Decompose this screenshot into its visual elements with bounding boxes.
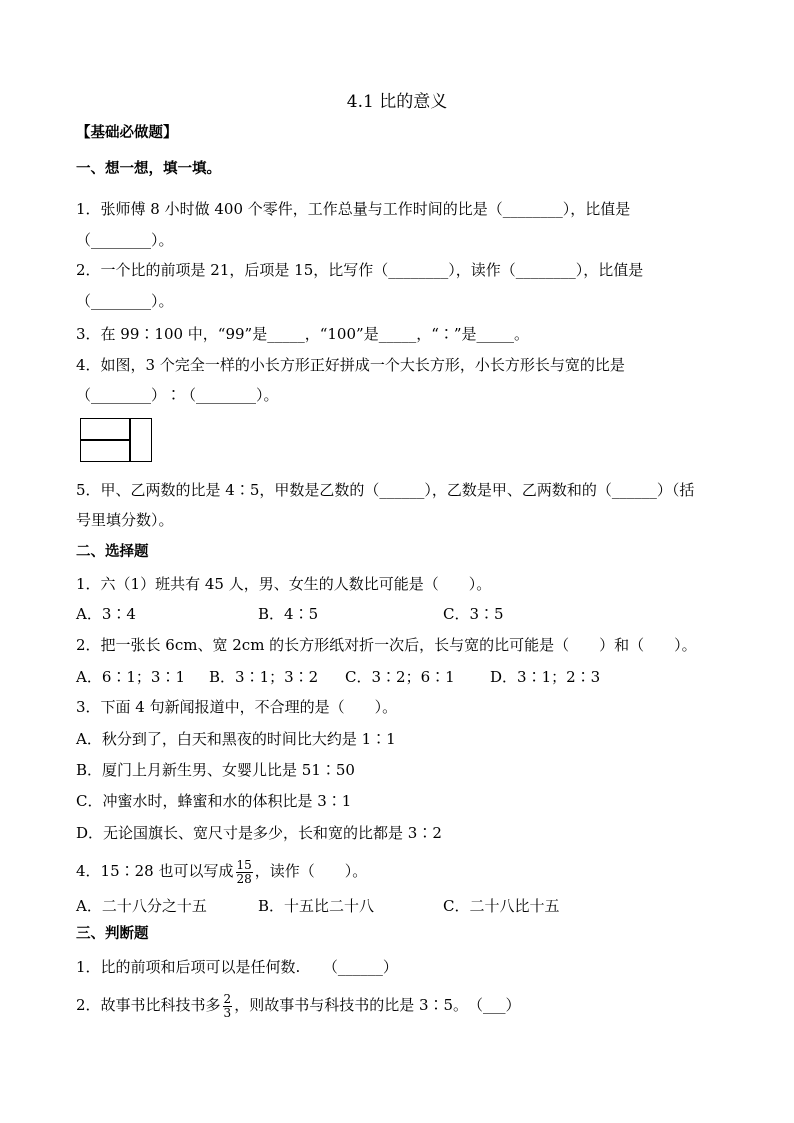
question-2-3-option-d: D．无论国旗长、宽尺寸是多少，长和宽的比都是 3∶2 <box>76 824 442 842</box>
question-2-2-option-b: B．3∶1；3∶2 <box>209 668 319 686</box>
question-2-4 <box>76 856 367 886</box>
question-2-3-option-a: A．秋分到了，白天和黑夜的时间比大约是 1∶1 <box>76 730 396 748</box>
part1-heading: 一、想一想，填一填。 <box>76 161 221 177</box>
question-1-2-line1: 2．一个比的前项是 21，后项是 15，比写作（________），读作（________），比值是 <box>76 261 644 279</box>
rectangles-figure <box>80 418 152 462</box>
question-2-3-option-c: C．冲蜜水时，蜂蜜和水的体积比是 3∶1 <box>76 792 352 810</box>
fraction-numerator: 2 <box>223 991 232 1006</box>
question-2-1-option-c: C．3∶5 <box>443 605 504 623</box>
fraction-denominator: 3 <box>223 1005 232 1020</box>
fraction-15-28 <box>236 859 253 886</box>
question-2-2-option-c: C．3∶2；6∶1 <box>345 668 455 686</box>
question-2-4-after: ，读作（ ）。 <box>254 862 368 880</box>
question-2-4-option-c: C．二十八比十五 <box>443 897 560 915</box>
question-1-3: 3．在 99∶100 中，“99”是_____，“100”是_____，“∶”是_____。 <box>76 325 530 343</box>
figure-divider-vertical <box>129 419 131 461</box>
question-1-1-line1: 1．张师傅 8 小时做 400 个零件，工作总量与工作时间的比是（________），比值是 <box>76 200 631 218</box>
page-title: 4.1 比的意义 <box>346 92 448 112</box>
question-2-4-option-b: B．十五比二十八 <box>258 897 375 915</box>
question-3-2-after: ，则故事书与科技书的比是 3∶5。 （___） <box>234 996 521 1014</box>
question-2-1-option-b: B．4∶5 <box>258 605 319 623</box>
question-2-1-option-a: A．3∶4 <box>76 605 136 623</box>
figure-divider-horizontal <box>81 439 129 441</box>
section-basic-label: 【基础必做题】 <box>76 125 178 141</box>
question-1-5-line2: 号里填分数）。 <box>76 511 174 529</box>
question-2-4-option-a: A．二十八分之十五 <box>76 897 207 915</box>
question-2-3-option-b: B．厦门上月新生男、女婴儿比是 51∶50 <box>76 761 355 779</box>
question-2-2: 2．把一张长 6cm、宽 2cm 的长方形纸对折一次后，长与宽的比可能是（ ）和（ ）。 <box>76 636 697 654</box>
question-1-2-line2: （________）。 <box>76 292 174 310</box>
question-2-2-option-d: D．3∶1；2∶3 <box>490 668 601 686</box>
question-3-1: 1．比的前项和后项可以是任何数. （______） <box>76 958 398 976</box>
question-2-2-option-a: A．6∶1；3∶1 <box>76 668 186 686</box>
question-2-4-before: 4．15∶28 也可以写成 <box>76 862 234 880</box>
fraction-2-3 <box>223 993 233 1020</box>
fraction-denominator: 28 <box>236 871 252 886</box>
question-1-4-line2: （________）∶（________）。 <box>76 386 279 404</box>
fraction-numerator: 15 <box>236 857 252 872</box>
part3-heading: 三、判断题 <box>76 926 149 942</box>
question-3-2-before: 2．故事书比科技书多 <box>76 996 221 1014</box>
part2-heading: 二、选择题 <box>76 544 149 560</box>
question-2-1: 1．六（1）班共有 45 人，男、女生的人数比可能是（ ）。 <box>76 575 492 593</box>
question-1-5-line1: 5．甲、乙两数的比是 4∶5，甲数是乙数的（______），乙数是甲、乙两数和的（______）（括 <box>76 481 695 499</box>
question-1-1-line2: （________）。 <box>76 231 174 249</box>
question-1-4-line1: 4．如图，3 个完全一样的小长方形正好拼成一个大长方形，小长方形长与宽的比是 <box>76 356 625 374</box>
question-2-3: 3．下面 4 句新闻报道中，不合理的是（ ）。 <box>76 698 398 716</box>
question-3-2 <box>76 990 521 1020</box>
